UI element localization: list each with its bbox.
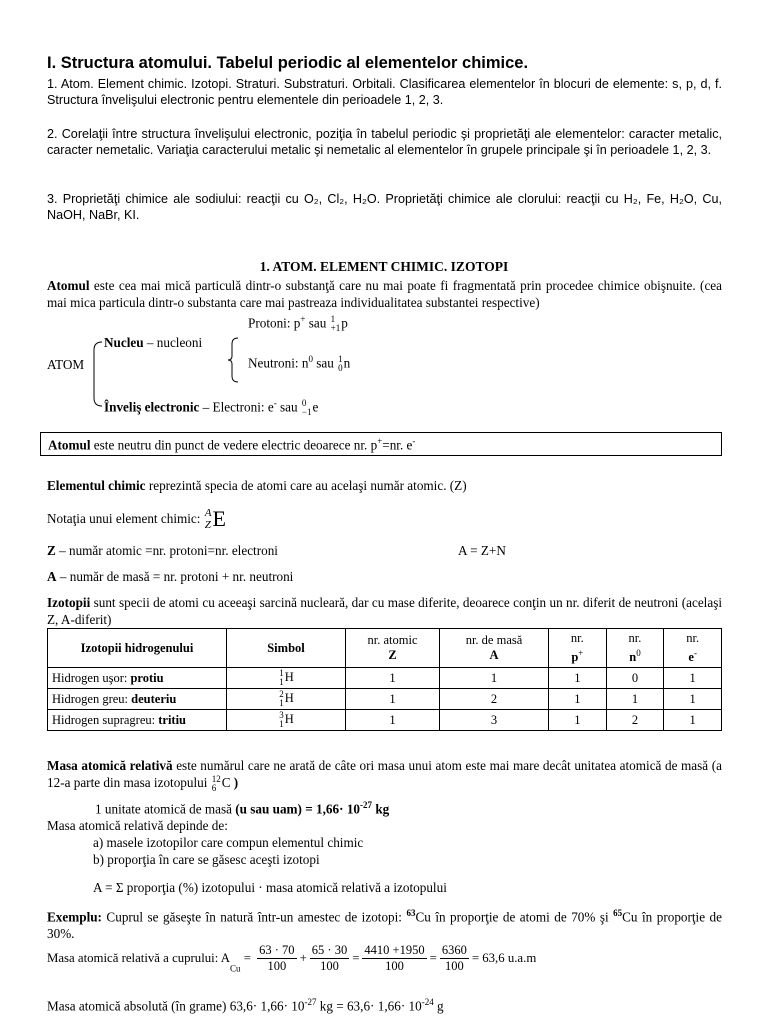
- formula-line: A = Σ proporţia (%) izotopului · masa atomică relativă a izotopului: [93, 880, 447, 895]
- header-protons-symbol: p: [571, 650, 579, 665]
- section-heading: 1. ATOM. ELEMENT CHIMIC. IZOTOPI: [259, 259, 509, 274]
- row-name-text: Hidrogen supragreu:: [52, 712, 159, 727]
- neutral-text-1: este neutru din punct de vedere electric deoarece nr. p: [90, 437, 378, 453]
- depends-b: b) proporţia în care se găsesc aceşti izotopi: [93, 852, 320, 867]
- amu-unit: kg: [372, 801, 390, 817]
- intro-item-3: 3. Proprietăţi chimice ale sodiului: reacţii cu O₂, Cl₂, H₂O. Proprietăţi chimice ale clorului: reacţii cu H₂, Fe, H₂O, Cu, NaOH, NaBr, KI.: [47, 192, 722, 222]
- row-name: [48, 668, 227, 689]
- row-name-bold: protiu: [130, 670, 164, 685]
- electrons-text: – Electroni: e: [199, 399, 274, 415]
- neutral-sup-1: +: [377, 436, 383, 446]
- header-electrons-sup: -: [693, 647, 697, 658]
- row-name-text: Hidrogen uşor:: [52, 670, 131, 685]
- intro-item-1: 1. Atom. Element chimic. Izotopi. Straturi. Substraturi. Orbitali. Clasificarea elementelor în blocuri de elemente: s, p, d, f. Structura învelişului electronic pentru elementele din perioadele 1, 2, 3.: [47, 77, 722, 107]
- relative-mass-text: este numărul care ne arată de câte ori masa unui atom este mai mare decât unitatea atomică de masă (a 12-a parte din masa izotopului: [47, 758, 722, 790]
- header-neutrons: [606, 629, 664, 668]
- element-term: Elementul chimic: [47, 478, 146, 493]
- fraction-4-den: 100: [444, 959, 464, 973]
- row-p: 1: [549, 668, 607, 689]
- absolute-mid: kg = 63,6· 1,66· 10: [316, 998, 422, 1014]
- proton-mass: 1: [330, 314, 336, 325]
- notation-a: A: [204, 507, 212, 519]
- neutrons-text: Neutroni: n: [248, 355, 309, 371]
- notation-line: [47, 506, 226, 532]
- neutral-sup-2: -: [412, 436, 416, 446]
- relative-mass-term: Masa atomică relativă: [47, 758, 173, 773]
- a-term: A: [47, 569, 57, 584]
- electron-shell-line: [104, 398, 318, 417]
- amu-line: [95, 800, 389, 817]
- header-isotopes: Izotopii hidrogenului: [48, 629, 227, 668]
- table-row: [48, 668, 722, 689]
- header-atomic-number-symbol: Z: [388, 648, 397, 662]
- notation-az: [205, 507, 212, 531]
- calc-sub: Cu: [230, 963, 241, 974]
- proton-notation: [331, 315, 341, 333]
- row-symbol-z: 1: [279, 698, 284, 708]
- isotope-table: [47, 628, 722, 731]
- nucleus-term: Nucleu: [104, 335, 144, 350]
- header-neutrons-label: nr.: [628, 630, 642, 645]
- header-mass-number-label: nr. de masă: [465, 633, 523, 647]
- absolute-exp-2: -24: [421, 997, 434, 1007]
- atom-label: ATOM: [47, 357, 85, 372]
- neutron-notation: [338, 355, 343, 373]
- row-symbol: [227, 710, 346, 731]
- absolute-text: Masa atomică absolută (în grame) 63,6· 1,66· 10: [47, 998, 305, 1014]
- row-z: 1: [346, 689, 440, 710]
- atom-definition: [47, 277, 722, 311]
- protons-or: sau: [305, 315, 330, 331]
- header-electrons-label: nr.: [686, 630, 700, 645]
- amu-text: 1 unitate atomică de masă: [95, 801, 236, 817]
- row-name: [48, 710, 227, 731]
- atom-definition-text: este cea mai mică particulă dintr-o substanţă care nu mai poate fi fragmentată prin procedee chimice obişnuite. (cea mai mica particula dintr-o substanta care mai pastreaza individualitatea substantei respective): [47, 278, 722, 310]
- example-term: Exemplu:: [47, 909, 102, 925]
- element-definition-text: reprezintă specia de atomi care au acelaşi număr atomic. (Z): [145, 478, 467, 493]
- row-symbol-nums: [279, 711, 284, 729]
- neutron-mass: 1: [338, 354, 343, 365]
- example-text-2: Cu în proporţie de atomi de 70% şi: [415, 909, 614, 925]
- absolute-exp-1: -27: [304, 997, 317, 1007]
- neutrons-sup: 0: [308, 354, 313, 364]
- z-text: – număr atomic =nr. protoni=nr. electroni: [55, 543, 278, 558]
- row-symbol-z: 1: [279, 719, 284, 729]
- row-p: 1: [549, 689, 607, 710]
- intro-item-2: 2. Corelaţii între structura învelişului electronic, poziţia în tabelul periodic şi proprietăţi ale elementelor: caracter metalic, caracter nemetalic. Variaţia caracterului metalic şi nemetalic al elementelor în grupele principale şi în perioadele 1, 2, 3.: [47, 127, 722, 157]
- electron-notation: [302, 399, 312, 417]
- header-protons-label: nr.: [570, 630, 584, 645]
- electron-shell-term: Înveliş electronic: [104, 399, 200, 415]
- example-text-1: Cuprul se găseşte în natură într-un amestec de izotopi:: [101, 909, 407, 925]
- example-text-3: Cu în proporţie de 30%.: [47, 909, 722, 942]
- row-p: 1: [549, 710, 607, 731]
- neutrons-line: [248, 354, 350, 373]
- carbon-mass: 12: [211, 773, 221, 784]
- isotope-definition-text: sunt specii de atomi cu aceeaşi sarcină nucleară, dar cu mase diferite, deoarece conţin un nr. diferit de neutroni (acelaşi Z, A-diferit): [47, 595, 722, 627]
- header-mass-number: [440, 629, 549, 668]
- fraction-3-num: 4410 +1950: [364, 943, 425, 957]
- electron-charge: −1: [301, 407, 312, 418]
- row-symbol-z: 1: [279, 677, 284, 687]
- calc-label: Masa atomică relativă a cuprului: A: [47, 951, 230, 965]
- depends-a: a) masele izotopilor care compun elementul chimic: [93, 835, 364, 850]
- relative-mass-close: ): [230, 775, 239, 790]
- fraction-4-num: 6360: [441, 943, 467, 957]
- fraction-3-den: 100: [385, 959, 404, 973]
- row-n: 1: [606, 689, 664, 710]
- isotope-term: Izotopii: [47, 595, 91, 610]
- row-symbol-letter: H: [284, 690, 294, 705]
- a-line: [47, 569, 293, 585]
- neutron-symbol: n: [343, 355, 351, 371]
- table-row: [48, 710, 722, 731]
- atom-term: Atomul: [47, 278, 90, 293]
- fraction-4: [440, 943, 469, 974]
- proton-symbol: p: [341, 315, 348, 331]
- row-symbol-mass: 3: [279, 710, 284, 720]
- electron-mass: 0: [301, 398, 307, 409]
- fraction-1: [257, 943, 296, 974]
- z-term: Z: [47, 543, 56, 558]
- header-mass-number-symbol: A: [489, 648, 499, 662]
- nucleus-line: [104, 335, 202, 351]
- neutral-atom-term: Atomul: [48, 437, 91, 453]
- row-name-bold: tritiu: [158, 712, 187, 727]
- row-symbol-letter: H: [284, 669, 294, 684]
- calc-result: = 63,6 u.a.m: [471, 951, 537, 965]
- row-name-text: Hidrogen greu:: [52, 691, 132, 706]
- calculation-line: Masa atomică relativă a cuprului: $A_{Cu}$ = $\frac{63 \cdot 70}{100}$ + $\frac{65 \cdot 30}{100}$ = $\frac{4410 +1950}{100}$ = $\frac{6360}{100}$ = 63,6 u.a.m: [47, 943, 537, 974]
- row-symbol: [227, 689, 346, 710]
- row-name: [48, 689, 227, 710]
- proton-charge: +1: [330, 323, 341, 334]
- row-z: 1: [346, 710, 440, 731]
- notation-z: Z: [204, 519, 211, 531]
- electrons-or: sau: [276, 399, 301, 415]
- protons-sup: +: [300, 314, 306, 324]
- row-name-bold: deuteriu: [131, 691, 177, 706]
- table-row: [48, 689, 722, 710]
- header-electrons: [664, 629, 722, 668]
- fraction-2-num: 65 · 30: [311, 943, 348, 957]
- nucleons-text: – nucleoni: [143, 335, 203, 350]
- row-z: 1: [346, 668, 440, 689]
- row-a: 3: [440, 710, 549, 731]
- row-symbol-mass: 1: [279, 668, 284, 678]
- row-symbol-nums: [279, 669, 284, 687]
- fraction-2-den: 100: [320, 959, 339, 973]
- header-electrons-symbol: e: [688, 650, 694, 665]
- amu-bold: (u sau uam) = 1,66· 10: [235, 801, 361, 817]
- carbon-symbol: C: [221, 775, 231, 790]
- header-neutrons-sup: 0: [636, 647, 641, 658]
- neutral-text-2: =nr. e: [382, 437, 413, 453]
- fraction-2: [310, 943, 349, 974]
- neutron-charge: 0: [338, 363, 343, 374]
- notation-label: Notaţia unui element chimic:: [47, 511, 201, 526]
- row-e: 1: [664, 710, 722, 731]
- protons-line: [248, 314, 348, 333]
- electrons-sup: -: [273, 398, 277, 408]
- carbon-z: 6: [211, 782, 217, 793]
- row-e: 1: [664, 668, 722, 689]
- fraction-1-num: 63 · 70: [259, 943, 295, 957]
- z-line: [47, 543, 278, 559]
- a-formula: A = Z+N: [458, 543, 506, 558]
- fraction-1-den: 100: [267, 959, 287, 973]
- row-symbol: [227, 668, 346, 689]
- relative-mass-definition: [47, 757, 722, 793]
- element-definition: [47, 477, 722, 494]
- row-e: 1: [664, 689, 722, 710]
- fraction-3: [362, 943, 426, 974]
- example-paragraph: [47, 905, 722, 942]
- header-protons: [549, 629, 607, 668]
- header-symbol: Simbol: [227, 629, 346, 668]
- header-neutrons-symbol: n: [629, 650, 637, 665]
- main-title: I. Structura atomului. Tabelul periodic al elementelor chimice.: [47, 54, 529, 72]
- amu-exp: -27: [360, 800, 373, 810]
- neutrons-or: sau: [312, 355, 338, 371]
- example-iso-1: 63: [406, 908, 416, 918]
- row-symbol-nums: [279, 690, 284, 708]
- protons-text: Protoni: p: [248, 315, 301, 331]
- row-n: 0: [606, 668, 664, 689]
- absolute-mass-line: [47, 997, 444, 1014]
- carbon-notation: [212, 775, 221, 793]
- absolute-end: g: [433, 998, 444, 1014]
- header-atomic-number: [346, 629, 440, 668]
- table-header-row: [48, 629, 722, 668]
- isotope-definition: [47, 594, 722, 628]
- notation-element: E: [212, 506, 226, 531]
- electron-symbol: e: [312, 399, 319, 415]
- depends-intro: Masa atomică relativă depinde de:: [47, 818, 228, 833]
- row-n: 2: [606, 710, 664, 731]
- row-a: 2: [440, 689, 549, 710]
- row-a: 1: [440, 668, 549, 689]
- calc-plus: +: [299, 951, 307, 965]
- header-protons-sup: +: [578, 647, 584, 658]
- header-atomic-number-label: nr. atomic: [367, 633, 418, 647]
- row-symbol-letter: H: [284, 711, 294, 726]
- row-symbol-mass: 2: [279, 689, 284, 699]
- calc-eq: =: [240, 951, 255, 965]
- example-iso-2: 65: [613, 908, 623, 918]
- neutral-atom-text: [48, 436, 415, 453]
- a-text: – număr de masă = nr. protoni + nr. neutroni: [56, 569, 294, 584]
